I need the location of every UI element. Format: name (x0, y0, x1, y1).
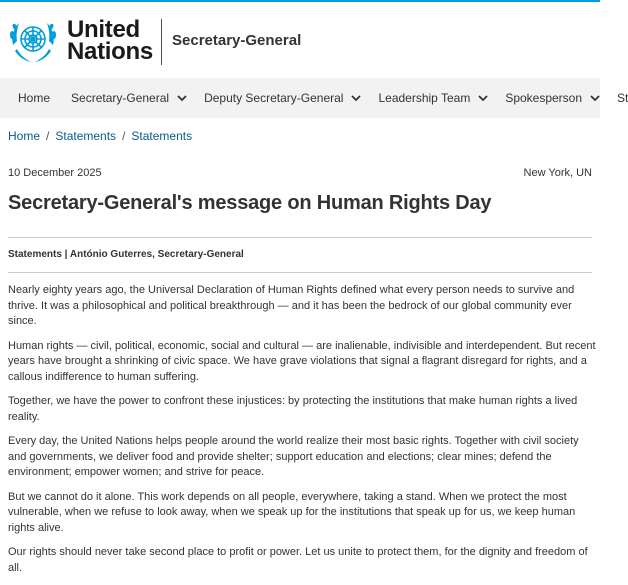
un-logo[interactable] (7, 15, 155, 67)
article-location: New York, UN (523, 167, 592, 179)
site-title-link[interactable]: Secretary-General (172, 32, 302, 49)
paragraph: But we cannot do it alone. This work depends on all people, everywhere, taking a stand. When we protect the most vulnerable, when we refuse to look away, when we speak up for the institutions that speak up for us, we keep human rights alive. (8, 490, 576, 534)
breadcrumb-home[interactable]: Home (8, 129, 41, 143)
chevron-down-icon (477, 92, 489, 104)
nav-item-spokesperson[interactable] (505, 78, 601, 118)
nav-label: Leadership Team (378, 91, 471, 105)
nav-item-leadership-team[interactable] (378, 78, 489, 118)
nav-item-deputy-secretary-general[interactable] (204, 78, 362, 118)
header-divider (161, 19, 162, 65)
nav-label: Spokesperson (505, 91, 583, 105)
wordmark-line-1: United (67, 16, 140, 43)
nav-item-home[interactable] (18, 78, 50, 118)
chevron-down-icon (350, 92, 362, 104)
chevron-down-icon (589, 92, 601, 104)
paragraph: Nearly eighty years ago, the Universal Declaration of Human Rights defined what every person needs to survive and thrive. It was a philosophical and political breakthrough — and it has been the bedrock of our global community ever since. (8, 284, 575, 327)
article-date: 10 December 2025 (8, 167, 102, 179)
breadcrumb-statements-current[interactable]: Statements (131, 129, 193, 143)
main-nav (0, 78, 628, 118)
breadcrumb-separator: / (46, 129, 50, 143)
nav-label: Deputy Secretary-General (204, 91, 344, 105)
page-title: Secretary-General's message on Human Rights Day (8, 192, 492, 214)
article-body (8, 283, 598, 585)
nav-item-truncated[interactable] (617, 78, 628, 118)
nav-label: Home (18, 91, 51, 105)
paragraph: Our rights should never take second place to profit or power. Let us unite to protect them, for the dignity and freedom of all. (8, 546, 588, 574)
paragraph: Together, we have the power to confront these injustices: by protecting the institutions that make human rights a lived reality. (8, 395, 578, 423)
un-emblem-icon (7, 15, 59, 67)
divider (8, 237, 592, 238)
paragraph: Every day, the United Nations helps people around the world realize their most basic rights. Together with civil society and governments, we deliver food and provide shelter; support education and elections; clear mines; defend the environment; empower women; and strive for peace. (8, 435, 579, 478)
breadcrumb (8, 129, 192, 143)
un-wordmark (67, 16, 153, 65)
nav-label: St (617, 91, 628, 105)
chevron-down-icon (176, 92, 188, 104)
wordmark-line-2: Nations (67, 38, 153, 65)
site-header (0, 2, 600, 78)
nav-label: Secretary-General (71, 91, 170, 105)
breadcrumb-statements[interactable]: Statements (55, 129, 117, 143)
breadcrumb-separator: / (122, 129, 126, 143)
nav-item-secretary-general[interactable] (71, 78, 188, 118)
paragraph: Human rights — civil, political, economic, social and cultural — are inalienable, indivisible and interdependent. But recent years have brought a shrinking of civic space. We have grave violations that signal a flagrant disregard for rights, and a callous indifference to human suffering. (8, 339, 596, 383)
article-meta: Statements | António Guterres, Secretary-General (8, 249, 244, 260)
divider (8, 272, 592, 273)
